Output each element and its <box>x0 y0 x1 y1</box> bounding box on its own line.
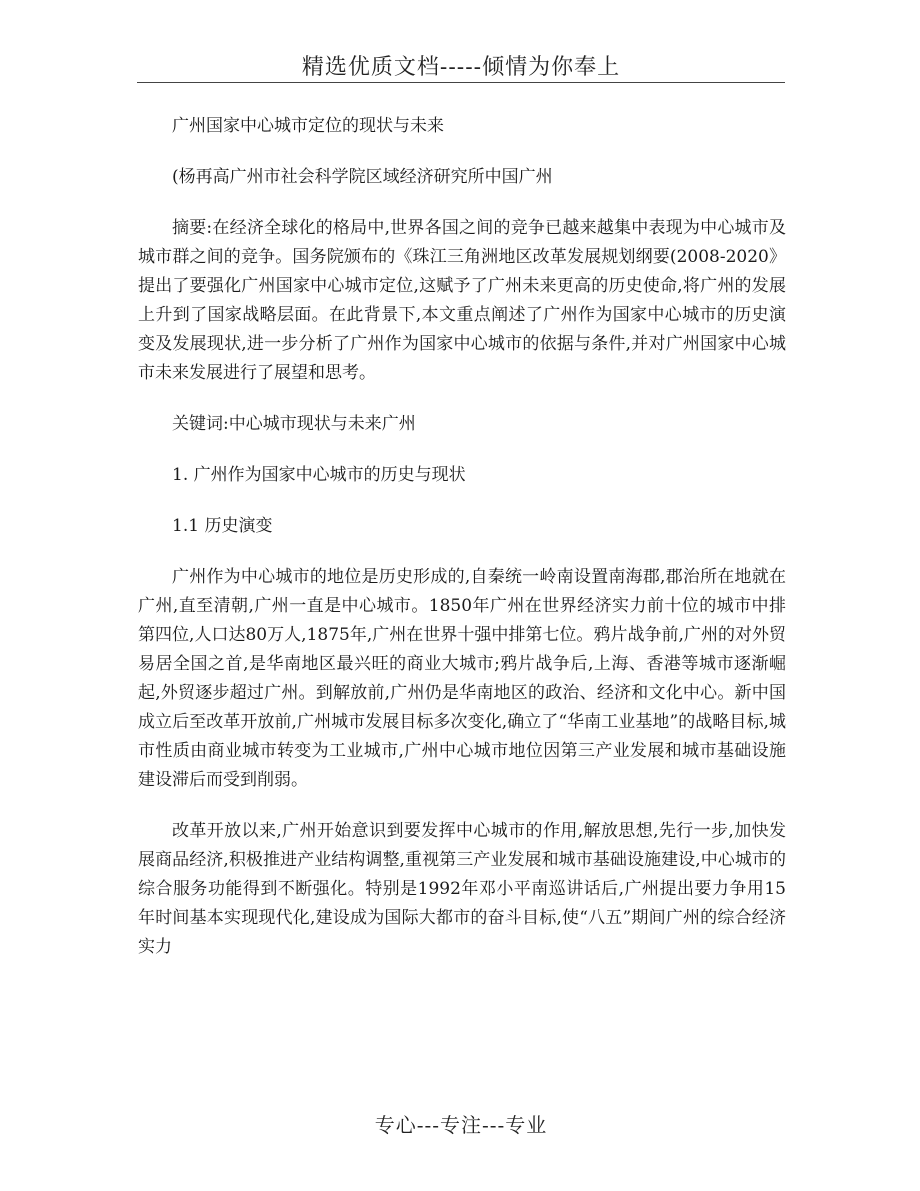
body-paragraph-history: 广州作为中心城市的地位是历史形成的,自秦统一岭南设置南海郡,郡治所在地就在广州,直至清朝,广州一直是中心城市。1850年广州在世界经济实力前十位的城市中排第四位,人口达80万人,1875年,广州在世界十强中排第七位。鸦片战争前,广州的对外贸易居全国之首,是华南地区最兴旺的商业大城市;鸦片战争后,上海、香港等城市逐渐崛起,外贸逐步超过广州。到解放前,广州仍是华南地区的政治、经济和文化中心。新中国成立后至改革开放前,广州城市发展目标多次变化,确立了“华南工业基地”的战略目标,城市性质由商业城市转变为工业城市,广州中心城市地位因第三产业发展和城市基础设施建设滞后而受到削弱。 <box>138 567 786 790</box>
document-title: 广州国家中心城市定位的现状与未来 <box>172 116 444 136</box>
page-header: 精选优质文档-----倾情为你奉上 <box>301 55 621 80</box>
section-heading-1: 1. 广州作为国家中心城市的历史与现状 <box>172 465 466 485</box>
header-divider <box>137 82 785 83</box>
section-heading-1-1: 1.1 历史演变 <box>172 516 273 536</box>
author-affiliation: (杨再高广州市社会科学院区域经济研究所中国广州 <box>172 167 553 187</box>
abstract-paragraph: 摘要:在经济全球化的格局中,世界各国之间的竞争已越来越集中表现为中心城市及城市群之间的竞争。国务院颁布的《珠江三角洲地区改革发展规划纲要(2008-2020》提出了要强化广州国家中心城市定位,这赋予了广州未来更高的历史使命,将广州的发展上升到了国家战略层面。在此背景下,本文重点阐述了广州作为国家中心城市的历史演变及发展现状,进一步分析了广州作为国家中心城市的依据与条件,并对广州国家中心城市未来发展进行了展望和思考。 <box>138 218 786 383</box>
keywords: 关键词:中心城市现状与未来广州 <box>172 414 416 434</box>
body-paragraph-reform: 改革开放以来,广州开始意识到要发挥中心城市的作用,解放思想,先行一步,加快发展商品经济,积极推进产业结构调整,重视第三产业发展和城市基础设施建设,中心城市的综合服务功能得到不断强化。特别是1992年邓小平南巡讲话后,广州提出要力争用15年时间基本实现现代化,建设成为国际大都市的奋斗目标,使“八五”期间广州的综合经济实力 <box>138 821 786 957</box>
page-footer: 专心---专注---专业 <box>374 1113 548 1137</box>
document-body <box>138 112 786 962</box>
